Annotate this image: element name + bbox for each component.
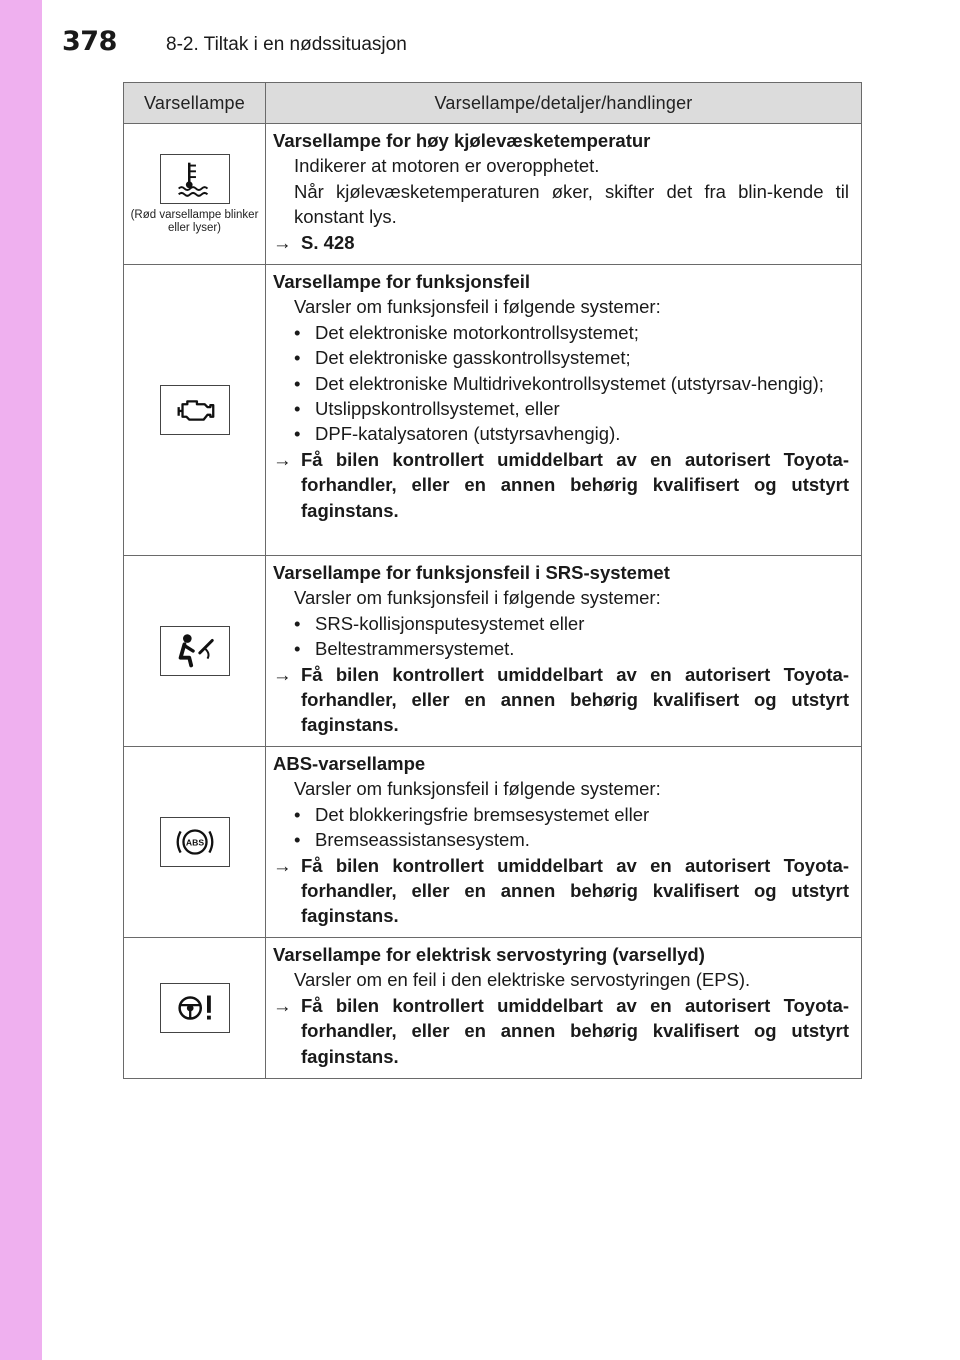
chapter-side-strip bbox=[0, 0, 42, 1360]
lamp-cell bbox=[124, 938, 266, 1079]
description-cell bbox=[266, 265, 862, 556]
list-item: • Utslippskontrollsystemet, eller bbox=[273, 396, 849, 421]
list-item: • Det elektroniske motorkontrollsystemet; bbox=[273, 320, 849, 345]
table-row bbox=[124, 747, 862, 938]
list-item: • DPF-katalysatoren (utstyrsavhengig). bbox=[273, 421, 849, 446]
warning-lamp-table bbox=[123, 82, 862, 1079]
column-header-lamp: Varsellampe bbox=[124, 83, 266, 124]
column-header-details: Varsellampe/detaljer/handlinger bbox=[266, 83, 862, 124]
list-item: • Det elektroniske gasskontrollsystemet; bbox=[273, 345, 849, 370]
list-item: • SRS-kollisjonsputesystemet eller bbox=[273, 611, 849, 636]
description-cell bbox=[266, 124, 862, 265]
arrow-icon: → bbox=[273, 854, 292, 876]
warning-title: Varsellampe for funksjonsfeil i SRS-systemet bbox=[273, 562, 670, 583]
action-line bbox=[273, 230, 849, 255]
description-line: Når kjølevæsketemperaturen øker, skifter det fra blin-kende til konstant lys. bbox=[294, 180, 849, 228]
action-text: Få bilen kontrollert umiddelbart av en autorisert Toyota-forhandler, eller en annen behørig kvalifisert og utstyrt faginstans. bbox=[301, 448, 849, 521]
list-item: • Beltestrammersystemet. bbox=[273, 636, 849, 661]
arrow-icon: → bbox=[273, 448, 292, 470]
arrow-icon: → bbox=[273, 994, 292, 1016]
action-text: Få bilen kontrollert umiddelbart av en autorisert Toyota-forhandler, eller en annen behørig kvalifisert og utstyrt faginstans. bbox=[301, 663, 849, 736]
lamp-note: (Rød varsellampe blinker eller lyser) bbox=[130, 209, 259, 234]
description-line: Varsler om funksjonsfeil i følgende systemer: bbox=[294, 587, 661, 609]
power-steering-warning-icon bbox=[160, 983, 230, 1033]
action-line bbox=[273, 447, 849, 523]
lamp-cell bbox=[124, 556, 266, 747]
warning-title: ABS-varsellampe bbox=[273, 753, 426, 774]
page-number: 378 bbox=[62, 26, 117, 57]
table-row bbox=[124, 556, 862, 747]
description-line: Varsler om en feil i den elektriske servostyringen (EPS). bbox=[294, 969, 751, 991]
section-title: 8-2. Tiltak i en nødssituasjon bbox=[166, 34, 407, 55]
description-cell bbox=[266, 556, 862, 747]
description-line: Indikerer at motoren er overopphetet. bbox=[294, 155, 600, 177]
lamp-cell bbox=[124, 747, 266, 938]
table-header-row bbox=[124, 83, 862, 124]
lamp-cell bbox=[124, 265, 266, 556]
table-row bbox=[124, 265, 862, 556]
action-line bbox=[273, 853, 849, 929]
description-cell bbox=[266, 938, 862, 1079]
arrow-icon: → bbox=[273, 231, 292, 253]
lamp-cell bbox=[124, 124, 266, 265]
description-line: Varsler om funksjonsfeil i følgende systemer: bbox=[294, 778, 661, 800]
table-row bbox=[124, 938, 862, 1079]
action-line bbox=[273, 993, 849, 1069]
warning-title: Varsellampe for elektrisk servostyring (varsellyd) bbox=[273, 944, 705, 965]
list-item: • Bremseassistansesystem. bbox=[273, 827, 849, 852]
action-line bbox=[273, 662, 849, 738]
abs-icon-label: ABS bbox=[185, 837, 204, 848]
warning-title: Varsellampe for funksjonsfeil bbox=[273, 271, 531, 292]
abs-icon bbox=[160, 817, 230, 867]
arrow-icon: → bbox=[273, 663, 292, 685]
description-cell bbox=[266, 747, 862, 938]
page-reference: S. 428 bbox=[301, 231, 355, 253]
coolant-temperature-icon bbox=[160, 154, 230, 204]
table-row bbox=[124, 124, 862, 265]
list-item: • Det blokkeringsfrie bremsesystemet eller bbox=[273, 802, 849, 827]
action-text: Få bilen kontrollert umiddelbart av en autorisert Toyota-forhandler, eller en annen behørig kvalifisert og utstyrt faginstans. bbox=[301, 994, 849, 1067]
action-text: Få bilen kontrollert umiddelbart av en autorisert Toyota-forhandler, eller en annen behørig kvalifisert og utstyrt faginstans. bbox=[301, 854, 849, 927]
engine-check-icon bbox=[160, 385, 230, 435]
list-item: • Det elektroniske Multidrivekontrollsystemet (utstyrsav-hengig); bbox=[273, 371, 849, 396]
srs-airbag-icon bbox=[160, 626, 230, 676]
warning-title: Varsellampe for høy kjølevæsketemperatur bbox=[273, 130, 651, 151]
description-line: Varsler om funksjonsfeil i følgende systemer: bbox=[294, 296, 661, 318]
page-header bbox=[62, 26, 407, 60]
